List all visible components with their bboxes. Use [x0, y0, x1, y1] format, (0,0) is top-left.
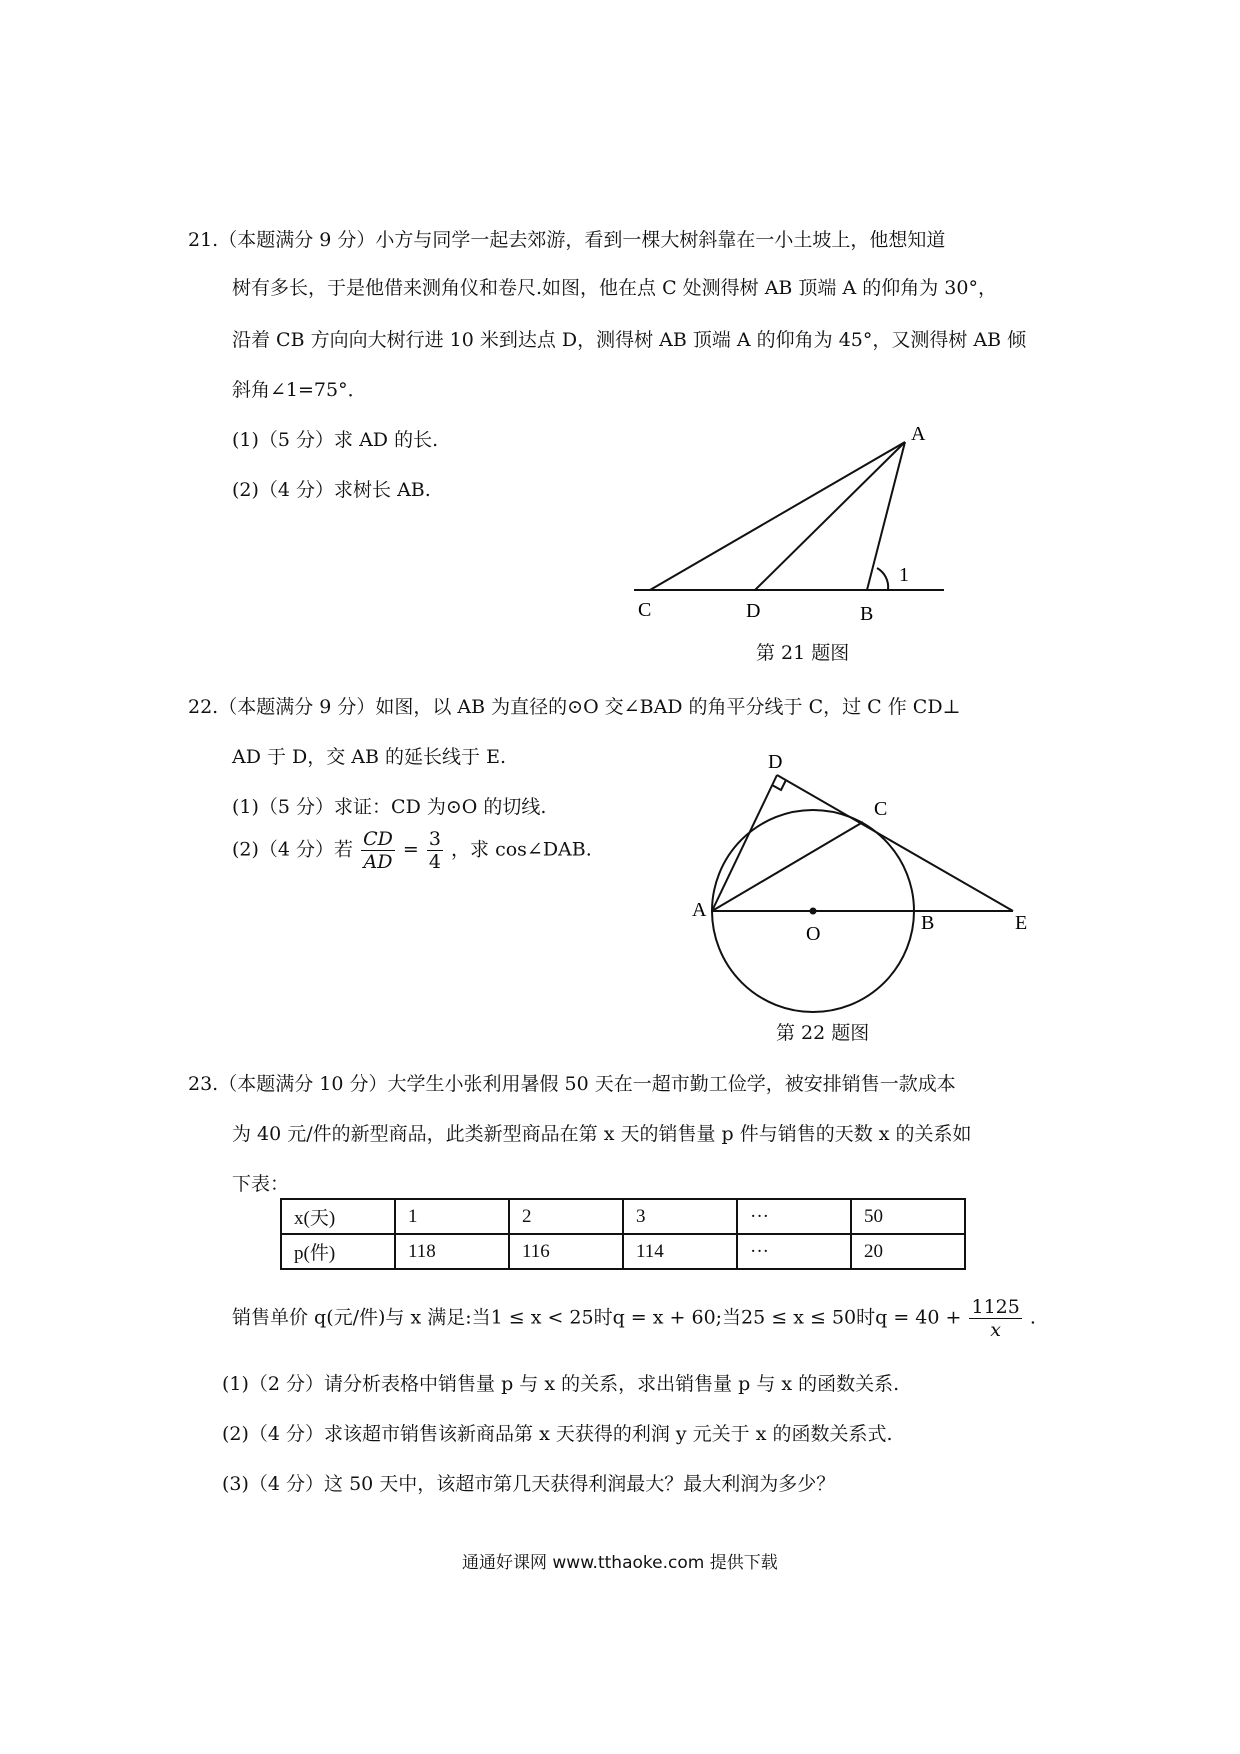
fraction-numerator: CD — [363, 828, 393, 850]
angle-1-arc — [877, 568, 888, 590]
label-C: C — [874, 798, 888, 820]
table-cell: 50 — [851, 1199, 965, 1234]
q23-line3: 下表： — [232, 1173, 290, 1195]
sales-table — [280, 1198, 966, 1270]
table-cell: 118 — [395, 1234, 509, 1269]
label-A: A — [692, 899, 707, 921]
price-rule-end: . — [1029, 1306, 1036, 1329]
table-cell: 3 — [623, 1199, 737, 1234]
table-cell: 114 — [623, 1234, 737, 1269]
segment-AD — [712, 775, 777, 911]
table-cell: 1 — [395, 1199, 509, 1234]
label-D: D — [768, 751, 783, 773]
table-cell: 116 — [509, 1234, 623, 1269]
label-B: B — [921, 912, 935, 934]
table-cell: ··· — [737, 1199, 851, 1234]
q23-line2: 为 40 元/件的新型商品，此类新型商品在第 x 天的销售量 p 件与销售的天数 x 的关系如 — [232, 1123, 972, 1145]
q23-line1: 23.（本题满分 10 分）大学生小张利用暑假 50 天在一超市勤工俭学，被安排销售一款成本 — [188, 1073, 956, 1095]
label-O: O — [806, 923, 821, 945]
q22-figure-caption: 第 22 题图 — [776, 1022, 870, 1044]
label-E: E — [1015, 912, 1028, 934]
q22-line2: AD 于 D，交 AB 的延长线于 E. — [232, 746, 506, 768]
q23-sub2: (2)（4 分）求该超市销售该新商品第 x 天获得的利润 y 元关于 x 的函数关系式. — [222, 1423, 893, 1445]
fraction-numerator: 3 — [428, 828, 441, 850]
table-cell: p(件) — [281, 1234, 395, 1269]
fraction-3-4 — [427, 828, 443, 873]
q21-line2: 树有多长，于是他借来测角仪和卷尺.如图，他在点 C 处测得树 AB 顶端 A 的仰角为 30°， — [232, 277, 997, 299]
q23-sub1: (1)（2 分）请分析表格中销售量 p 与 x 的关系，求出销售量 p 与 x 的函数关系. — [222, 1373, 900, 1395]
q21-line3: 沿着 CB 方向向大树行进 10 米到达点 D，测得树 AB 顶端 A 的仰角为 45°，又测得树 AB 倾 — [232, 329, 1027, 351]
table-cell: 20 — [851, 1234, 965, 1269]
label-1: 1 — [899, 564, 909, 586]
q21-line4: 斜角∠1=75°． — [232, 379, 367, 401]
fraction-denominator: 4 — [428, 851, 441, 873]
q22-sub1: (1)（5 分）求证：CD 为⊙O 的切线. — [232, 796, 547, 818]
q22-sub2 — [232, 828, 592, 873]
table-cell: x(天) — [281, 1199, 395, 1234]
q23-price-rule — [232, 1296, 1036, 1341]
table-row — [281, 1234, 965, 1269]
q21-sub1: (1)（5 分）求 AD 的长. — [232, 429, 439, 451]
q21-line1: 21.（本题满分 9 分）小方与同学一起去郊游，看到一棵大树斜靠在一小土坡上，他想知道 — [188, 229, 946, 251]
equals-sign: = — [402, 838, 419, 861]
q22-figure — [680, 740, 1060, 1040]
price-rule-text: 销售单价 q(元/件)与 x 满足:当1 ≤ x < 25时q = x + 60;当25 ≤ x ≤ 50时q = 40 + — [232, 1306, 962, 1329]
q21-figure — [620, 420, 960, 650]
segment-AC — [712, 822, 863, 911]
fraction-1125-x — [969, 1296, 1021, 1341]
fraction-denominator: AD — [363, 851, 393, 873]
q22-line1: 22.（本题满分 9 分）如图，以 AB 为直径的⊙O 交∠BAD 的角平分线于 C，过 C 作 CD⊥ — [188, 696, 961, 718]
table-cell: ··· — [737, 1234, 851, 1269]
label-B: B — [860, 603, 874, 625]
fraction-numerator: 1125 — [971, 1296, 1020, 1318]
label-A: A — [911, 423, 926, 445]
q22-sub2-post: ，求 cos∠DAB. — [451, 838, 592, 861]
label-C: C — [638, 599, 652, 621]
q21-figure-caption: 第 21 题图 — [756, 642, 850, 664]
table-cell: 2 — [509, 1199, 623, 1234]
label-D: D — [746, 600, 761, 622]
segment-DE — [777, 775, 1013, 911]
q23-sub3: (3)（4 分）这 50 天中，该超市第几天获得利润最大？最大利润为多少？ — [222, 1473, 836, 1495]
table-row — [281, 1199, 965, 1234]
center-point — [810, 908, 817, 915]
q21-sub2: (2)（4 分）求树长 AB. — [232, 479, 431, 501]
fraction-cd-ad — [361, 828, 395, 873]
footer-source: 通通好课网 www.tthaoke.com 提供下载 — [462, 1553, 778, 1573]
fraction-denominator: x — [990, 1319, 1002, 1341]
q22-sub2-pre: (2)（4 分）若 — [232, 838, 354, 861]
